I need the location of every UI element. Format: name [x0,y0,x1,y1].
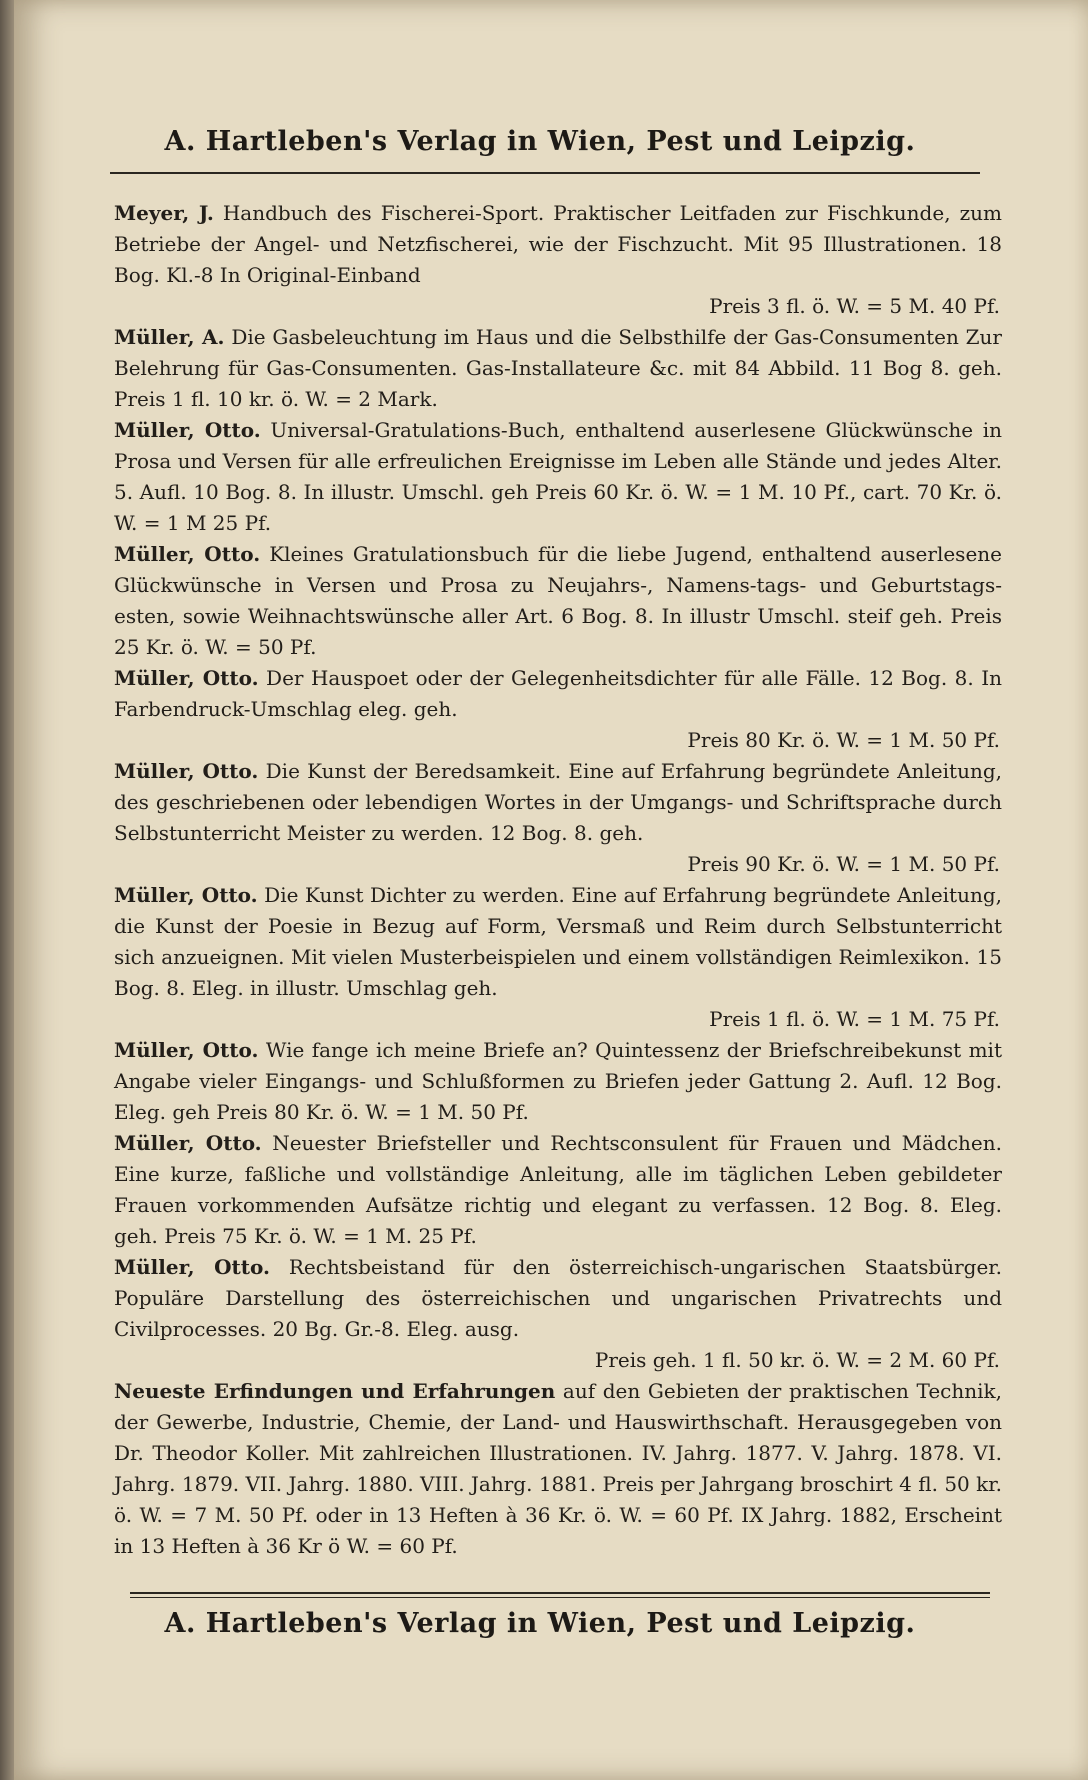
catalog-entry [114,1376,1002,1562]
entry-price: Preis geh. 1 fl. 50 kr. ö. W. = 2 M. 60 Pf. [594,1348,1000,1372]
author-name: Müller, Otto. [114,1255,270,1279]
entry-text: Kleines Gratulationsbuch für die liebe Jugend, enthaltend auserlesene Glückwünsche in Versen und Prosa zu Neujahrs-, Namens-tags- und Geburtstags-esten, sowie Weihnachtswünsche aller Art. 6 Bog. 8. In illustr Umschl. steif geh. Preis 25 Kr. ö. W. = 50 Pf. [114,542,1002,659]
entry-text: Die Kunst Dichter zu werden. Eine auf Erfahrung begründete Anleitung, die Kunst der Poesie in Bezug auf Form, Versmaß und Reim durch Selbstunterricht sich anzueignen. Mit vielen Musterbeispielen und einem vollständigen Reimlexikon. 15 Bog. 8. Eleg. in illustr. Umschlag geh. [114,883,1003,1000]
catalog-entry [114,880,1002,1035]
entry-text: auf den Gebieten der praktischen Technik, der Gewerbe, Industrie, Chemie, der Land- und Hauswirthschaft. Herausgegeben von Dr. Theodor Koller. Mit zahlreichen Illustrationen. IV. Jahrg. 1877. V. Jahrg. 1878. VI. Jahrg. 1879. VII. Jahrg. 1880. VIII. Jahrg. 1881. Preis per Jahrgang broschirt 4 fl. 50 kr. ö. W. = 7 M. 50 Pf. oder in 13 Heften à 36 Kr. ö. W. = 60 Pf. IX Jahrg. 1882, Erscheint in 13 Heften à 36 Kr ö W. = 60 Pf. [114,1379,1003,1558]
author-name: Müller, Otto. [114,542,261,566]
page-footer: A. Hartleben's Verlag in Wien, Pest und Leipzig. [164,1608,916,1639]
catalog-entry [114,1128,1002,1252]
author-name: Müller, Otto. [114,1131,262,1155]
catalog-entry [114,415,1002,539]
entry-price: Preis 80 Kr. ö. W. = 1 M. 50 Pf. [687,728,1000,752]
catalog-entry [114,1035,1002,1128]
entry-text: Der Hauspoet oder der Gelegenheitsdichter für alle Fälle. 12 Bog. 8. In Farbendruck-Umschlag eleg. geh. [114,666,1002,721]
entry-text: Wie fange ich meine Briefe an? Quintessenz der Briefschreibekunst mit Angabe vieler Eingangs- und Schlußformen zu Briefen jeder Gattung 2. Aufl. 12 Bog. Eleg. geh Preis 80 Kr. ö. W. = 1 M. 50 Pf. [114,1038,1002,1124]
catalog-entry [114,198,1002,322]
catalog-entry [114,1252,1002,1376]
footer-rule [130,1592,990,1594]
author-name: Müller, Otto. [114,1038,259,1062]
author-name: Müller, Otto. [114,418,261,442]
author-name: Müller, A. [114,325,225,349]
footer-rule-thin [130,1597,990,1598]
book-gutter [0,0,14,1780]
author-name: Meyer, J. [114,201,214,225]
author-name: Müller, Otto. [114,666,259,690]
page-header: A. Hartleben's Verlag in Wien, Pest und Leipzig. [164,126,916,157]
entry-text: Universal-Gratulations-Buch, enthaltend auserlesene Glückwünsche in Prosa und Versen für alle erfreulichen Ereignisse im Leben alle Stände und jedes Alter. 5. Aufl. 10 Bog. 8. In illustr. Umschl. geh Preis 60 Kr. ö. W. = 1 M. 10 Pf., cart. 70 Kr. ö. W. = 1 M 25 Pf. [114,418,1002,535]
header-rule [110,172,980,174]
entry-text: Die Kunst der Beredsamkeit. Eine auf Erfahrung begründete Anleitung, des geschriebenen oder lebendigen Wortes in der Umgangs- und Schriftsprache durch Selbstunterricht Meister zu werden. 12 Bog. 8. geh. [114,759,1002,845]
series-title: Neueste Erfindungen und Erfahrungen [114,1379,556,1403]
catalog-entry [114,539,1002,663]
entry-price: Preis 90 Kr. ö. W. = 1 M. 50 Pf. [687,852,1000,876]
entry-text: Rechtsbeistand für den österreichisch-ungarischen Staatsbürger. Populäre Darstellung des österreichischen und ungarischen Privatrechts und Civilprocesses. 20 Bg. Gr.-8. Eleg. ausg. [114,1255,1002,1341]
catalog-entry [114,663,1002,756]
catalog-entry [114,756,1002,880]
entry-price: Preis 1 fl. ö. W. = 1 M. 75 Pf. [709,1007,1000,1031]
entry-price: Preis 3 fl. ö. W. = 5 M. 40 Pf. [709,294,1000,318]
entry-text: Die Gasbeleuchtung im Haus und die Selbsthilfe der Gas-Consumenten Zur Belehrung für Gas-Consumenten. Gas-Installateure &c. mit 84 Abbild. 11 Bog 8. geh. Preis 1 fl. 10 kr. ö. W. = 2 Mark. [114,325,1002,411]
author-name: Müller, Otto. [114,883,258,907]
author-name: Müller, Otto. [114,759,259,783]
catalog-listing [114,198,1002,1562]
catalog-entry [114,322,1002,415]
entry-text: Handbuch des Fischerei-Sport. Praktischer Leitfaden zur Fischkunde, zum Betriebe der Angel- und Netzfischerei, wie der Fischzucht. Mit 95 Illustrationen. 18 Bog. Kl.-8 In Original-Einband [114,201,1002,287]
entry-text: Neuester Briefsteller und Rechtsconsulent für Frauen und Mädchen. Eine kurze, faßliche und vollständige Anleitung, alle im täglichen Leben gebildeter Frauen vorkommenden Aufsätze richtig und elegant zu verfassen. 12 Bog. 8. Eleg. geh. Preis 75 Kr. ö. W. = 1 M. 25 Pf. [114,1131,1002,1248]
